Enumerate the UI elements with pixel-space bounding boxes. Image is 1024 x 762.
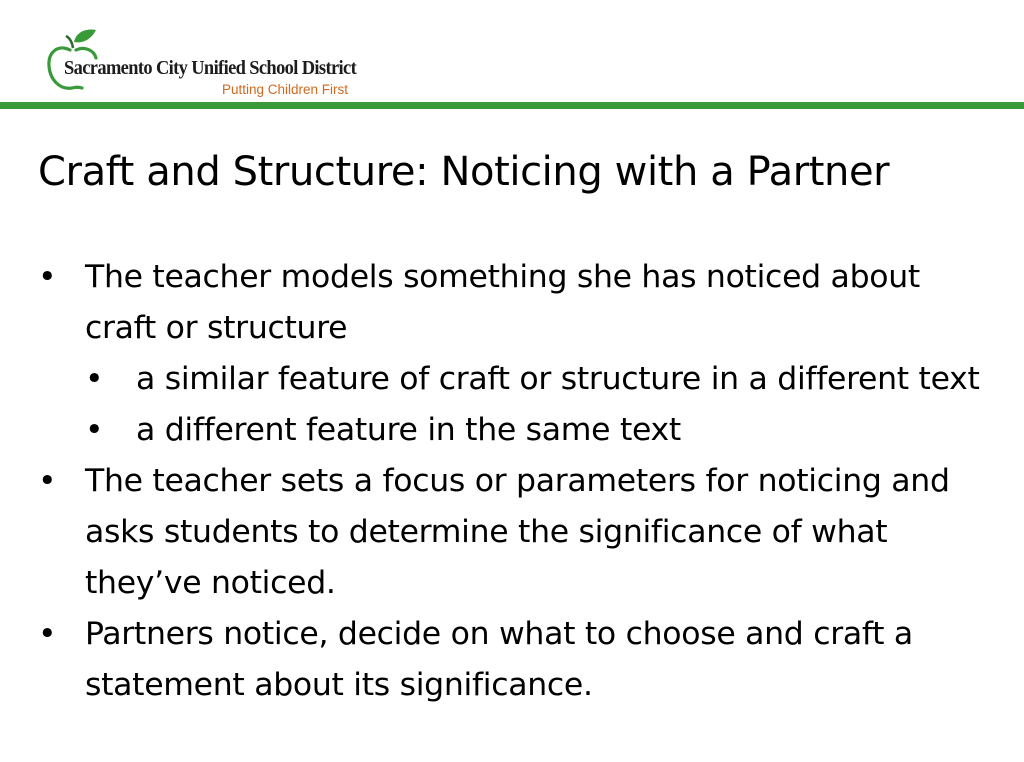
bullet-item — [38, 252, 998, 456]
bullet-list — [38, 252, 998, 711]
bullet-icon: • — [38, 463, 57, 499]
bullet-text: Partners notice, decide on what to choose and craft a statement about its significance. — [85, 616, 913, 703]
header-divider — [0, 102, 1024, 109]
bullet-item — [38, 456, 998, 609]
bullet-icon: • — [85, 412, 104, 448]
district-tagline: Putting Children First — [222, 82, 349, 97]
sub-bullet-item — [85, 405, 998, 456]
sub-bullet-text: a similar feature of craft or structure in a different text — [136, 361, 980, 397]
sub-bullet-text: a different feature in the same text — [136, 412, 681, 448]
sub-bullet-item — [85, 354, 998, 405]
bullet-icon: • — [85, 361, 104, 397]
district-name: Sacramento City Unified School District — [64, 57, 357, 79]
bullet-icon: • — [38, 259, 57, 295]
bullet-item — [38, 609, 998, 711]
slide-title: Craft and Structure: Noticing with a Partner — [38, 149, 890, 195]
sub-bullet-list — [85, 354, 998, 456]
bullet-text: The teacher sets a focus or parameters for noticing and asks students to determine the significance of what they’ve noticed. — [85, 463, 950, 601]
bullet-text: The teacher models something she has noticed about craft or structure — [85, 259, 920, 346]
district-logo — [46, 28, 386, 100]
bullet-icon: • — [38, 616, 57, 652]
